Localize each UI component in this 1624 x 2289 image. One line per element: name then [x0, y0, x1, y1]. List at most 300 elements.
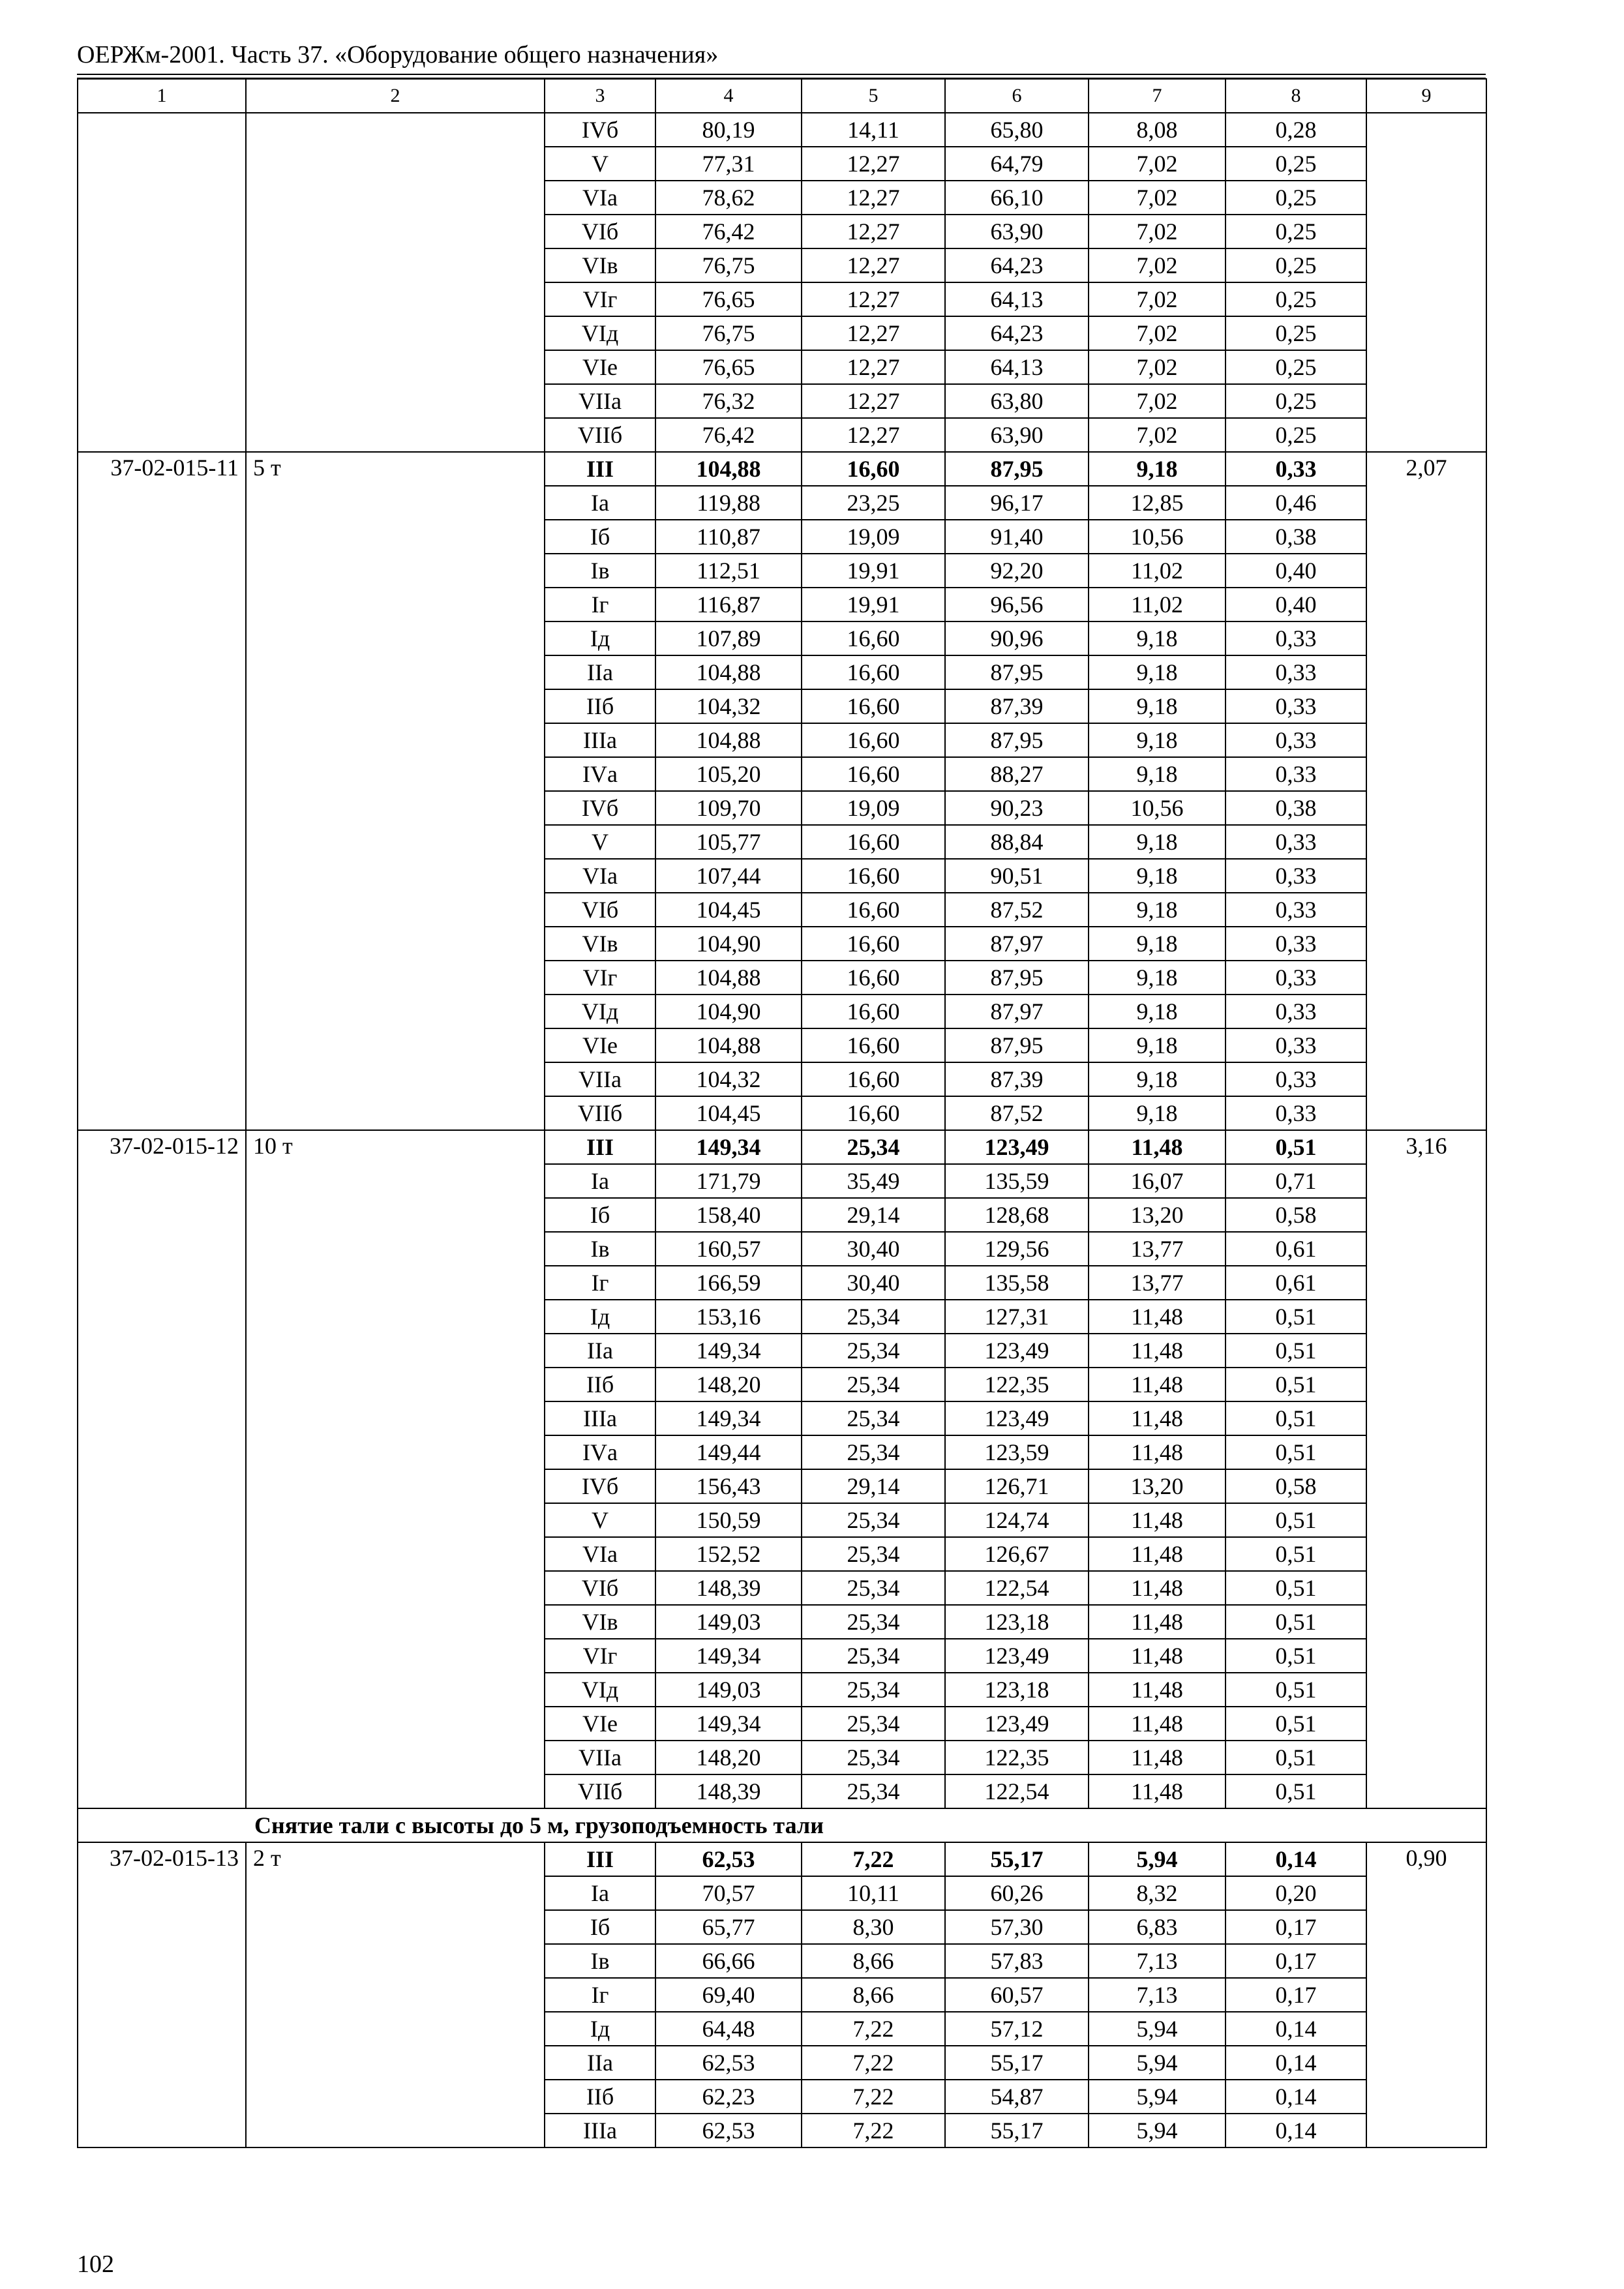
- machine-cost-cell: 96,56: [945, 588, 1089, 621]
- rate-code: [78, 113, 246, 452]
- zone-cell: V: [545, 825, 655, 859]
- operator-wage-cell: 11,48: [1089, 1673, 1226, 1707]
- zone-cell: VIIб: [545, 1774, 655, 1808]
- direct-cost-cell: 104,88: [655, 961, 802, 995]
- machine-cost-cell: 126,67: [945, 1537, 1089, 1571]
- direct-cost-cell: 148,39: [655, 1774, 802, 1808]
- direct-cost-cell: 76,65: [655, 282, 802, 316]
- labor-cost-cell: 25,34: [802, 1741, 945, 1774]
- zone-cell: VIе: [545, 350, 655, 384]
- operator-wage-cell: 11,48: [1089, 1401, 1226, 1435]
- zone-cell: Iг: [545, 588, 655, 621]
- labor-cost-cell: 16,60: [802, 893, 945, 927]
- labor-cost-cell: 12,27: [802, 215, 945, 248]
- labor-cost-cell: 7,22: [802, 2012, 945, 2046]
- operator-wage-cell: 8,32: [1089, 1876, 1226, 1910]
- material-cost-cell: 0,28: [1226, 113, 1366, 147]
- operator-wage-cell: 9,18: [1089, 893, 1226, 927]
- labor-cost-cell: 25,34: [802, 1503, 945, 1537]
- page-header: ОЕРЖм-2001. Часть 37. «Оборудование общего назначения»: [77, 41, 719, 68]
- operator-wage-cell: 5,94: [1089, 2046, 1226, 2080]
- machine-cost-cell: 96,17: [945, 486, 1089, 520]
- zone-cell: VIд: [545, 316, 655, 350]
- machine-cost-cell: 55,17: [945, 2114, 1089, 2147]
- machine-cost-cell: 135,59: [945, 1164, 1089, 1198]
- operator-wage-cell: 11,48: [1089, 1639, 1226, 1673]
- direct-cost-cell: 70,57: [655, 1876, 802, 1910]
- machine-cost-cell: 55,17: [945, 2046, 1089, 2080]
- operator-wage-cell: 7,02: [1089, 418, 1226, 452]
- material-cost-cell: 0,61: [1226, 1232, 1366, 1266]
- material-cost-cell: 0,20: [1226, 1876, 1366, 1910]
- direct-cost-cell: 152,52: [655, 1537, 802, 1571]
- machine-cost-cell: 87,95: [945, 1028, 1089, 1062]
- labor-cost-cell: 25,34: [802, 1774, 945, 1808]
- machine-cost-cell: 128,68: [945, 1198, 1089, 1232]
- labor-cost-cell: 16,60: [802, 1062, 945, 1096]
- material-cost-cell: 0,51: [1226, 1130, 1366, 1164]
- machine-cost-cell: 64,79: [945, 147, 1089, 181]
- direct-cost-cell: 149,34: [655, 1130, 802, 1164]
- zone-cell: IIб: [545, 1368, 655, 1401]
- labor-cost-cell: 12,27: [802, 147, 945, 181]
- material-cost-cell: 0,61: [1226, 1266, 1366, 1300]
- labor-cost-cell: 14,11: [802, 113, 945, 147]
- zone-cell: Iв: [545, 1944, 655, 1978]
- rate-code: 37-02-015-12: [78, 1130, 246, 1808]
- material-cost-cell: 0,51: [1226, 1774, 1366, 1808]
- operator-wage-cell: 11,48: [1089, 1707, 1226, 1741]
- operator-wage-cell: 7,02: [1089, 181, 1226, 215]
- operator-wage-cell: 9,18: [1089, 452, 1226, 486]
- labor-cost-cell: 10,11: [802, 1876, 945, 1910]
- operator-wage-cell: 7,02: [1089, 147, 1226, 181]
- operator-wage-cell: 9,18: [1089, 961, 1226, 995]
- zone-cell: VIг: [545, 961, 655, 995]
- material-cost-cell: 0,14: [1226, 2080, 1366, 2114]
- operator-wage-cell: 9,18: [1089, 825, 1226, 859]
- machine-cost-cell: 64,23: [945, 248, 1089, 282]
- material-cost-cell: 0,58: [1226, 1469, 1366, 1503]
- operator-wage-cell: 5,94: [1089, 2114, 1226, 2147]
- labor-cost-cell: 8,30: [802, 1910, 945, 1944]
- machine-cost-cell: 60,26: [945, 1876, 1089, 1910]
- direct-cost-cell: 119,88: [655, 486, 802, 520]
- zone-cell: VIе: [545, 1707, 655, 1741]
- direct-cost-cell: 76,75: [655, 316, 802, 350]
- labor-cost-cell: 16,60: [802, 689, 945, 723]
- material-cost-cell: 0,40: [1226, 554, 1366, 588]
- operator-wage-cell: 9,18: [1089, 689, 1226, 723]
- machine-cost-cell: 88,27: [945, 757, 1089, 791]
- zone-cell: IVб: [545, 791, 655, 825]
- operator-wage-cell: 16,07: [1089, 1164, 1226, 1198]
- zone-cell: Iд: [545, 2012, 655, 2046]
- material-cost-cell: 0,51: [1226, 1401, 1366, 1435]
- zone-cell: IIб: [545, 689, 655, 723]
- labor-cost-cell: 19,91: [802, 554, 945, 588]
- machine-cost-cell: 122,54: [945, 1571, 1089, 1605]
- machine-cost-cell: 90,51: [945, 859, 1089, 893]
- operator-wage-cell: 13,77: [1089, 1266, 1226, 1300]
- column-number: 7: [1089, 79, 1226, 113]
- machine-cost-cell: 57,30: [945, 1910, 1089, 1944]
- machine-cost-cell: 123,18: [945, 1673, 1089, 1707]
- direct-cost-cell: 105,77: [655, 825, 802, 859]
- zone-cell: VIIа: [545, 1741, 655, 1774]
- operator-wage-cell: 11,48: [1089, 1774, 1226, 1808]
- material-cost-cell: 0,25: [1226, 181, 1366, 215]
- operator-wage-cell: 9,18: [1089, 621, 1226, 655]
- zone-cell: VIе: [545, 1028, 655, 1062]
- material-cost-cell: 0,25: [1226, 282, 1366, 316]
- zone-cell: Iа: [545, 486, 655, 520]
- rate-name: 5 т: [246, 452, 545, 1130]
- zone-cell: IIа: [545, 2046, 655, 2080]
- machine-cost-cell: 64,23: [945, 316, 1089, 350]
- machine-cost-cell: 122,54: [945, 1774, 1089, 1808]
- machine-cost-cell: 90,23: [945, 791, 1089, 825]
- labor-cost-cell: 25,34: [802, 1435, 945, 1469]
- operator-wage-cell: 7,02: [1089, 384, 1226, 418]
- operator-wage-cell: 5,94: [1089, 2012, 1226, 2046]
- operator-wage-cell: 9,18: [1089, 859, 1226, 893]
- direct-cost-cell: 116,87: [655, 588, 802, 621]
- material-cost-cell: 0,51: [1226, 1300, 1366, 1334]
- direct-cost-cell: 76,42: [655, 215, 802, 248]
- material-cost-cell: 0,25: [1226, 350, 1366, 384]
- direct-cost-cell: 107,89: [655, 621, 802, 655]
- material-cost-cell: 0,51: [1226, 1639, 1366, 1673]
- machine-cost-cell: 63,90: [945, 418, 1089, 452]
- labor-cost-cell: 25,34: [802, 1537, 945, 1571]
- operator-wage-cell: 8,08: [1089, 113, 1226, 147]
- zone-cell: VIа: [545, 181, 655, 215]
- operator-wage-cell: 10,56: [1089, 520, 1226, 554]
- zone-cell: Iб: [545, 1198, 655, 1232]
- direct-cost-cell: 158,40: [655, 1198, 802, 1232]
- material-cost-cell: 0,14: [1226, 2012, 1366, 2046]
- operator-wage-cell: 12,85: [1089, 486, 1226, 520]
- rate-code: 37-02-015-11: [78, 452, 246, 1130]
- material-cost-cell: 0,25: [1226, 248, 1366, 282]
- zone-cell: Iа: [545, 1164, 655, 1198]
- operator-wage-cell: 5,94: [1089, 1842, 1226, 1876]
- direct-cost-cell: 62,53: [655, 2046, 802, 2080]
- material-cost-cell: 0,51: [1226, 1673, 1366, 1707]
- direct-cost-cell: 104,45: [655, 893, 802, 927]
- operator-wage-cell: 11,48: [1089, 1571, 1226, 1605]
- material-cost-cell: 0,33: [1226, 757, 1366, 791]
- direct-cost-cell: 150,59: [655, 1503, 802, 1537]
- machine-cost-cell: 60,57: [945, 1978, 1089, 2012]
- direct-cost-cell: 160,57: [655, 1232, 802, 1266]
- labor-cost-cell: 29,14: [802, 1198, 945, 1232]
- column-number: 3: [545, 79, 655, 113]
- direct-cost-cell: 149,34: [655, 1334, 802, 1368]
- zone-cell: IIа: [545, 1334, 655, 1368]
- rate-code: 37-02-015-13: [78, 1842, 246, 2147]
- labor-cost-cell: 12,27: [802, 282, 945, 316]
- material-cost-cell: 0,33: [1226, 655, 1366, 689]
- labor-hours-cell: 0,90: [1366, 1842, 1486, 2147]
- zone-cell: VIб: [545, 215, 655, 248]
- zone-cell: IIIа: [545, 2114, 655, 2147]
- section-title: Снятие тали с высоты до 5 м, грузоподъемность тали: [78, 1808, 1486, 1842]
- direct-cost-cell: 76,32: [655, 384, 802, 418]
- machine-cost-cell: 123,18: [945, 1605, 1089, 1639]
- machine-cost-cell: 87,95: [945, 723, 1089, 757]
- material-cost-cell: 0,46: [1226, 486, 1366, 520]
- direct-cost-cell: 104,90: [655, 927, 802, 961]
- table-row: [78, 1130, 1486, 1164]
- column-number: 2: [246, 79, 545, 113]
- direct-cost-cell: 112,51: [655, 554, 802, 588]
- direct-cost-cell: 77,31: [655, 147, 802, 181]
- column-number-row: [78, 79, 1486, 113]
- direct-cost-cell: 76,42: [655, 418, 802, 452]
- direct-cost-cell: 104,88: [655, 655, 802, 689]
- material-cost-cell: 0,51: [1226, 1334, 1366, 1368]
- labor-cost-cell: 12,27: [802, 248, 945, 282]
- material-cost-cell: 0,71: [1226, 1164, 1366, 1198]
- direct-cost-cell: 104,90: [655, 995, 802, 1028]
- zone-cell: VIIб: [545, 1096, 655, 1130]
- direct-cost-cell: 66,66: [655, 1944, 802, 1978]
- machine-cost-cell: 57,83: [945, 1944, 1089, 1978]
- labor-cost-cell: 8,66: [802, 1978, 945, 2012]
- operator-wage-cell: 9,18: [1089, 757, 1226, 791]
- material-cost-cell: 0,33: [1226, 995, 1366, 1028]
- operator-wage-cell: 7,02: [1089, 248, 1226, 282]
- material-cost-cell: 0,51: [1226, 1435, 1366, 1469]
- material-cost-cell: 0,51: [1226, 1503, 1366, 1537]
- material-cost-cell: 0,51: [1226, 1368, 1366, 1401]
- material-cost-cell: 0,25: [1226, 147, 1366, 181]
- material-cost-cell: 0,33: [1226, 452, 1366, 486]
- material-cost-cell: 0,33: [1226, 859, 1366, 893]
- machine-cost-cell: 87,52: [945, 893, 1089, 927]
- machine-cost-cell: 87,97: [945, 927, 1089, 961]
- labor-cost-cell: 16,60: [802, 655, 945, 689]
- machine-cost-cell: 87,39: [945, 689, 1089, 723]
- zone-cell: V: [545, 147, 655, 181]
- labor-cost-cell: 16,60: [802, 995, 945, 1028]
- zone-cell: IIа: [545, 655, 655, 689]
- machine-cost-cell: 87,95: [945, 655, 1089, 689]
- zone-cell: Iв: [545, 554, 655, 588]
- direct-cost-cell: 104,88: [655, 1028, 802, 1062]
- section-row: [78, 1808, 1486, 1842]
- machine-cost-cell: 64,13: [945, 282, 1089, 316]
- material-cost-cell: 0,14: [1226, 2046, 1366, 2080]
- direct-cost-cell: 110,87: [655, 520, 802, 554]
- operator-wage-cell: 9,18: [1089, 655, 1226, 689]
- direct-cost-cell: 104,32: [655, 689, 802, 723]
- labor-cost-cell: 16,60: [802, 621, 945, 655]
- machine-cost-cell: 63,90: [945, 215, 1089, 248]
- labor-cost-cell: 19,09: [802, 520, 945, 554]
- machine-cost-cell: 64,13: [945, 350, 1089, 384]
- labor-cost-cell: 25,34: [802, 1401, 945, 1435]
- material-cost-cell: 0,33: [1226, 1096, 1366, 1130]
- operator-wage-cell: 9,18: [1089, 1096, 1226, 1130]
- material-cost-cell: 0,33: [1226, 1028, 1366, 1062]
- direct-cost-cell: 65,77: [655, 1910, 802, 1944]
- zone-cell: Iв: [545, 1232, 655, 1266]
- operator-wage-cell: 9,18: [1089, 723, 1226, 757]
- zone-cell: VIIб: [545, 418, 655, 452]
- labor-hours-cell: [1366, 113, 1486, 452]
- direct-cost-cell: 109,70: [655, 791, 802, 825]
- column-number: 4: [655, 79, 802, 113]
- operator-wage-cell: 10,56: [1089, 791, 1226, 825]
- labor-cost-cell: 12,27: [802, 418, 945, 452]
- machine-cost-cell: 57,12: [945, 2012, 1089, 2046]
- direct-cost-cell: 80,19: [655, 113, 802, 147]
- operator-wage-cell: 7,02: [1089, 316, 1226, 350]
- zone-cell: VIг: [545, 282, 655, 316]
- material-cost-cell: 0,51: [1226, 1707, 1366, 1741]
- direct-cost-cell: 107,44: [655, 859, 802, 893]
- machine-cost-cell: 123,49: [945, 1707, 1089, 1741]
- labor-cost-cell: 16,60: [802, 452, 945, 486]
- zone-cell: Iг: [545, 1266, 655, 1300]
- labor-cost-cell: 23,25: [802, 486, 945, 520]
- material-cost-cell: 0,51: [1226, 1571, 1366, 1605]
- labor-cost-cell: 30,40: [802, 1232, 945, 1266]
- direct-cost-cell: 156,43: [655, 1469, 802, 1503]
- machine-cost-cell: 87,52: [945, 1096, 1089, 1130]
- labor-cost-cell: 12,27: [802, 181, 945, 215]
- direct-cost-cell: 64,48: [655, 2012, 802, 2046]
- zone-cell: Iб: [545, 520, 655, 554]
- zone-cell: III: [545, 1130, 655, 1164]
- operator-wage-cell: 13,77: [1089, 1232, 1226, 1266]
- machine-cost-cell: 65,80: [945, 113, 1089, 147]
- operator-wage-cell: 11,02: [1089, 554, 1226, 588]
- zone-cell: Iд: [545, 1300, 655, 1334]
- labor-hours-cell: 2,07: [1366, 452, 1486, 1130]
- machine-cost-cell: 127,31: [945, 1300, 1089, 1334]
- machine-cost-cell: 135,58: [945, 1266, 1089, 1300]
- direct-cost-cell: 78,62: [655, 181, 802, 215]
- direct-cost-cell: 62,23: [655, 2080, 802, 2114]
- labor-cost-cell: 19,09: [802, 791, 945, 825]
- labor-hours-cell: 3,16: [1366, 1130, 1486, 1808]
- labor-cost-cell: 12,27: [802, 350, 945, 384]
- page-number: 102: [77, 2251, 114, 2278]
- direct-cost-cell: 62,53: [655, 2114, 802, 2147]
- direct-cost-cell: 69,40: [655, 1978, 802, 2012]
- machine-cost-cell: 123,49: [945, 1334, 1089, 1368]
- direct-cost-cell: 62,53: [655, 1842, 802, 1876]
- zone-cell: VIв: [545, 927, 655, 961]
- zone-cell: VIб: [545, 1571, 655, 1605]
- operator-wage-cell: 11,48: [1089, 1503, 1226, 1537]
- zone-cell: VIIа: [545, 384, 655, 418]
- zone-cell: VIа: [545, 1537, 655, 1571]
- operator-wage-cell: 9,18: [1089, 995, 1226, 1028]
- machine-cost-cell: 123,49: [945, 1639, 1089, 1673]
- labor-cost-cell: 25,34: [802, 1130, 945, 1164]
- labor-cost-cell: 16,60: [802, 757, 945, 791]
- machine-cost-cell: 88,84: [945, 825, 1089, 859]
- zone-cell: IVа: [545, 757, 655, 791]
- material-cost-cell: 0,38: [1226, 520, 1366, 554]
- material-cost-cell: 0,33: [1226, 621, 1366, 655]
- labor-cost-cell: 7,22: [802, 1842, 945, 1876]
- labor-cost-cell: 16,60: [802, 1096, 945, 1130]
- labor-cost-cell: 7,22: [802, 2080, 945, 2114]
- material-cost-cell: 0,33: [1226, 689, 1366, 723]
- labor-cost-cell: 8,66: [802, 1944, 945, 1978]
- material-cost-cell: 0,40: [1226, 588, 1366, 621]
- direct-cost-cell: 104,32: [655, 1062, 802, 1096]
- material-cost-cell: 0,33: [1226, 961, 1366, 995]
- machine-cost-cell: 87,97: [945, 995, 1089, 1028]
- material-cost-cell: 0,14: [1226, 2114, 1366, 2147]
- direct-cost-cell: 105,20: [655, 757, 802, 791]
- labor-cost-cell: 25,34: [802, 1571, 945, 1605]
- zone-cell: VIв: [545, 248, 655, 282]
- machine-cost-cell: 126,71: [945, 1469, 1089, 1503]
- zone-cell: VIб: [545, 893, 655, 927]
- operator-wage-cell: 5,94: [1089, 2080, 1226, 2114]
- operator-wage-cell: 11,48: [1089, 1435, 1226, 1469]
- labor-cost-cell: 29,14: [802, 1469, 945, 1503]
- zone-cell: VIв: [545, 1605, 655, 1639]
- direct-cost-cell: 148,20: [655, 1741, 802, 1774]
- material-cost-cell: 0,58: [1226, 1198, 1366, 1232]
- labor-cost-cell: 16,60: [802, 961, 945, 995]
- labor-cost-cell: 25,34: [802, 1707, 945, 1741]
- zone-cell: Iа: [545, 1876, 655, 1910]
- labor-cost-cell: 7,22: [802, 2046, 945, 2080]
- operator-wage-cell: 11,48: [1089, 1741, 1226, 1774]
- operator-wage-cell: 11,48: [1089, 1130, 1226, 1164]
- material-cost-cell: 0,33: [1226, 723, 1366, 757]
- machine-cost-cell: 66,10: [945, 181, 1089, 215]
- rate-name: 2 т: [246, 1842, 545, 2147]
- zone-cell: V: [545, 1503, 655, 1537]
- operator-wage-cell: 11,02: [1089, 588, 1226, 621]
- operator-wage-cell: 9,18: [1089, 927, 1226, 961]
- labor-cost-cell: 7,22: [802, 2114, 945, 2147]
- machine-cost-cell: 92,20: [945, 554, 1089, 588]
- direct-cost-cell: 149,03: [655, 1673, 802, 1707]
- rates-table: [77, 78, 1487, 2148]
- machine-cost-cell: 63,80: [945, 384, 1089, 418]
- material-cost-cell: 0,33: [1226, 825, 1366, 859]
- direct-cost-cell: 104,45: [655, 1096, 802, 1130]
- zone-cell: VIг: [545, 1639, 655, 1673]
- operator-wage-cell: 7,02: [1089, 282, 1226, 316]
- table-body: [78, 79, 1486, 2147]
- direct-cost-cell: 76,65: [655, 350, 802, 384]
- rate-name: [246, 113, 545, 452]
- labor-cost-cell: 19,91: [802, 588, 945, 621]
- direct-cost-cell: 166,59: [655, 1266, 802, 1300]
- machine-cost-cell: 87,95: [945, 961, 1089, 995]
- column-number: 6: [945, 79, 1089, 113]
- machine-cost-cell: 91,40: [945, 520, 1089, 554]
- material-cost-cell: 0,51: [1226, 1605, 1366, 1639]
- labor-cost-cell: 25,34: [802, 1334, 945, 1368]
- machine-cost-cell: 55,17: [945, 1842, 1089, 1876]
- labor-cost-cell: 35,49: [802, 1164, 945, 1198]
- operator-wage-cell: 11,48: [1089, 1368, 1226, 1401]
